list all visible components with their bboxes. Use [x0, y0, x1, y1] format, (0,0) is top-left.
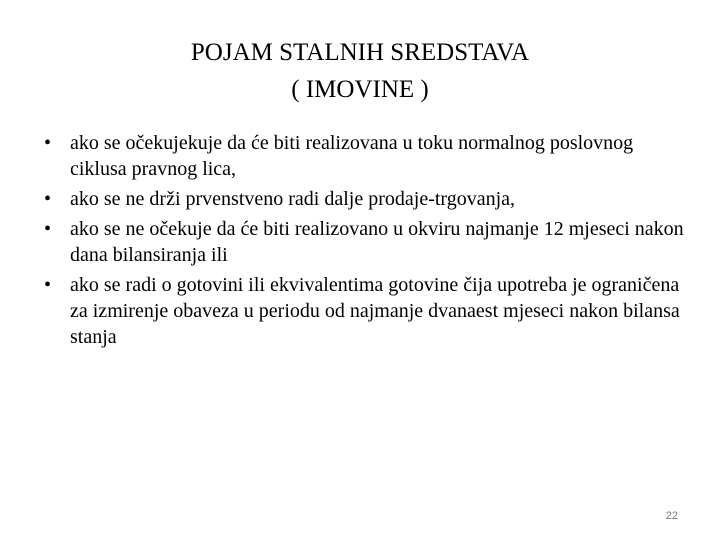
bullet-item-3	[44, 216, 684, 268]
page-number: 22	[665, 510, 678, 522]
bullet-text: ako se očekujekuje da će biti realizovana u toku normalnog poslovnog ciklusa pravnog lica,	[70, 132, 634, 180]
bullet-list	[44, 130, 684, 354]
bullet-icon: •	[44, 218, 52, 240]
bullet-icon: •	[44, 274, 52, 296]
bullet-text: ako se ne drži prvenstveno radi dalje prodaje-trgovanja,	[70, 188, 516, 210]
title-line-1: POJAM STALNIH SREDSTAVA	[190, 39, 530, 66]
slide-title	[0, 34, 720, 108]
bullet-item-2	[44, 186, 684, 212]
bullet-item-4	[44, 272, 684, 350]
bullet-icon: •	[44, 132, 52, 154]
bullet-icon: •	[44, 188, 52, 210]
bullet-item-1	[44, 130, 684, 182]
bullet-text: ako se radi o gotovini ili ekvivalentima gotovine čija upotreba je ograničena za izmirenje obaveza u periodu od najmanje dvanaest mjeseci nakon bilansa stanja	[70, 274, 680, 348]
bullet-text: ako se ne očekuje da će biti realizovano u okviru najmanje 12 mjeseci nakon dana bilansiranja ili	[70, 218, 684, 266]
title-line-2: ( IMOVINE )	[291, 76, 429, 103]
